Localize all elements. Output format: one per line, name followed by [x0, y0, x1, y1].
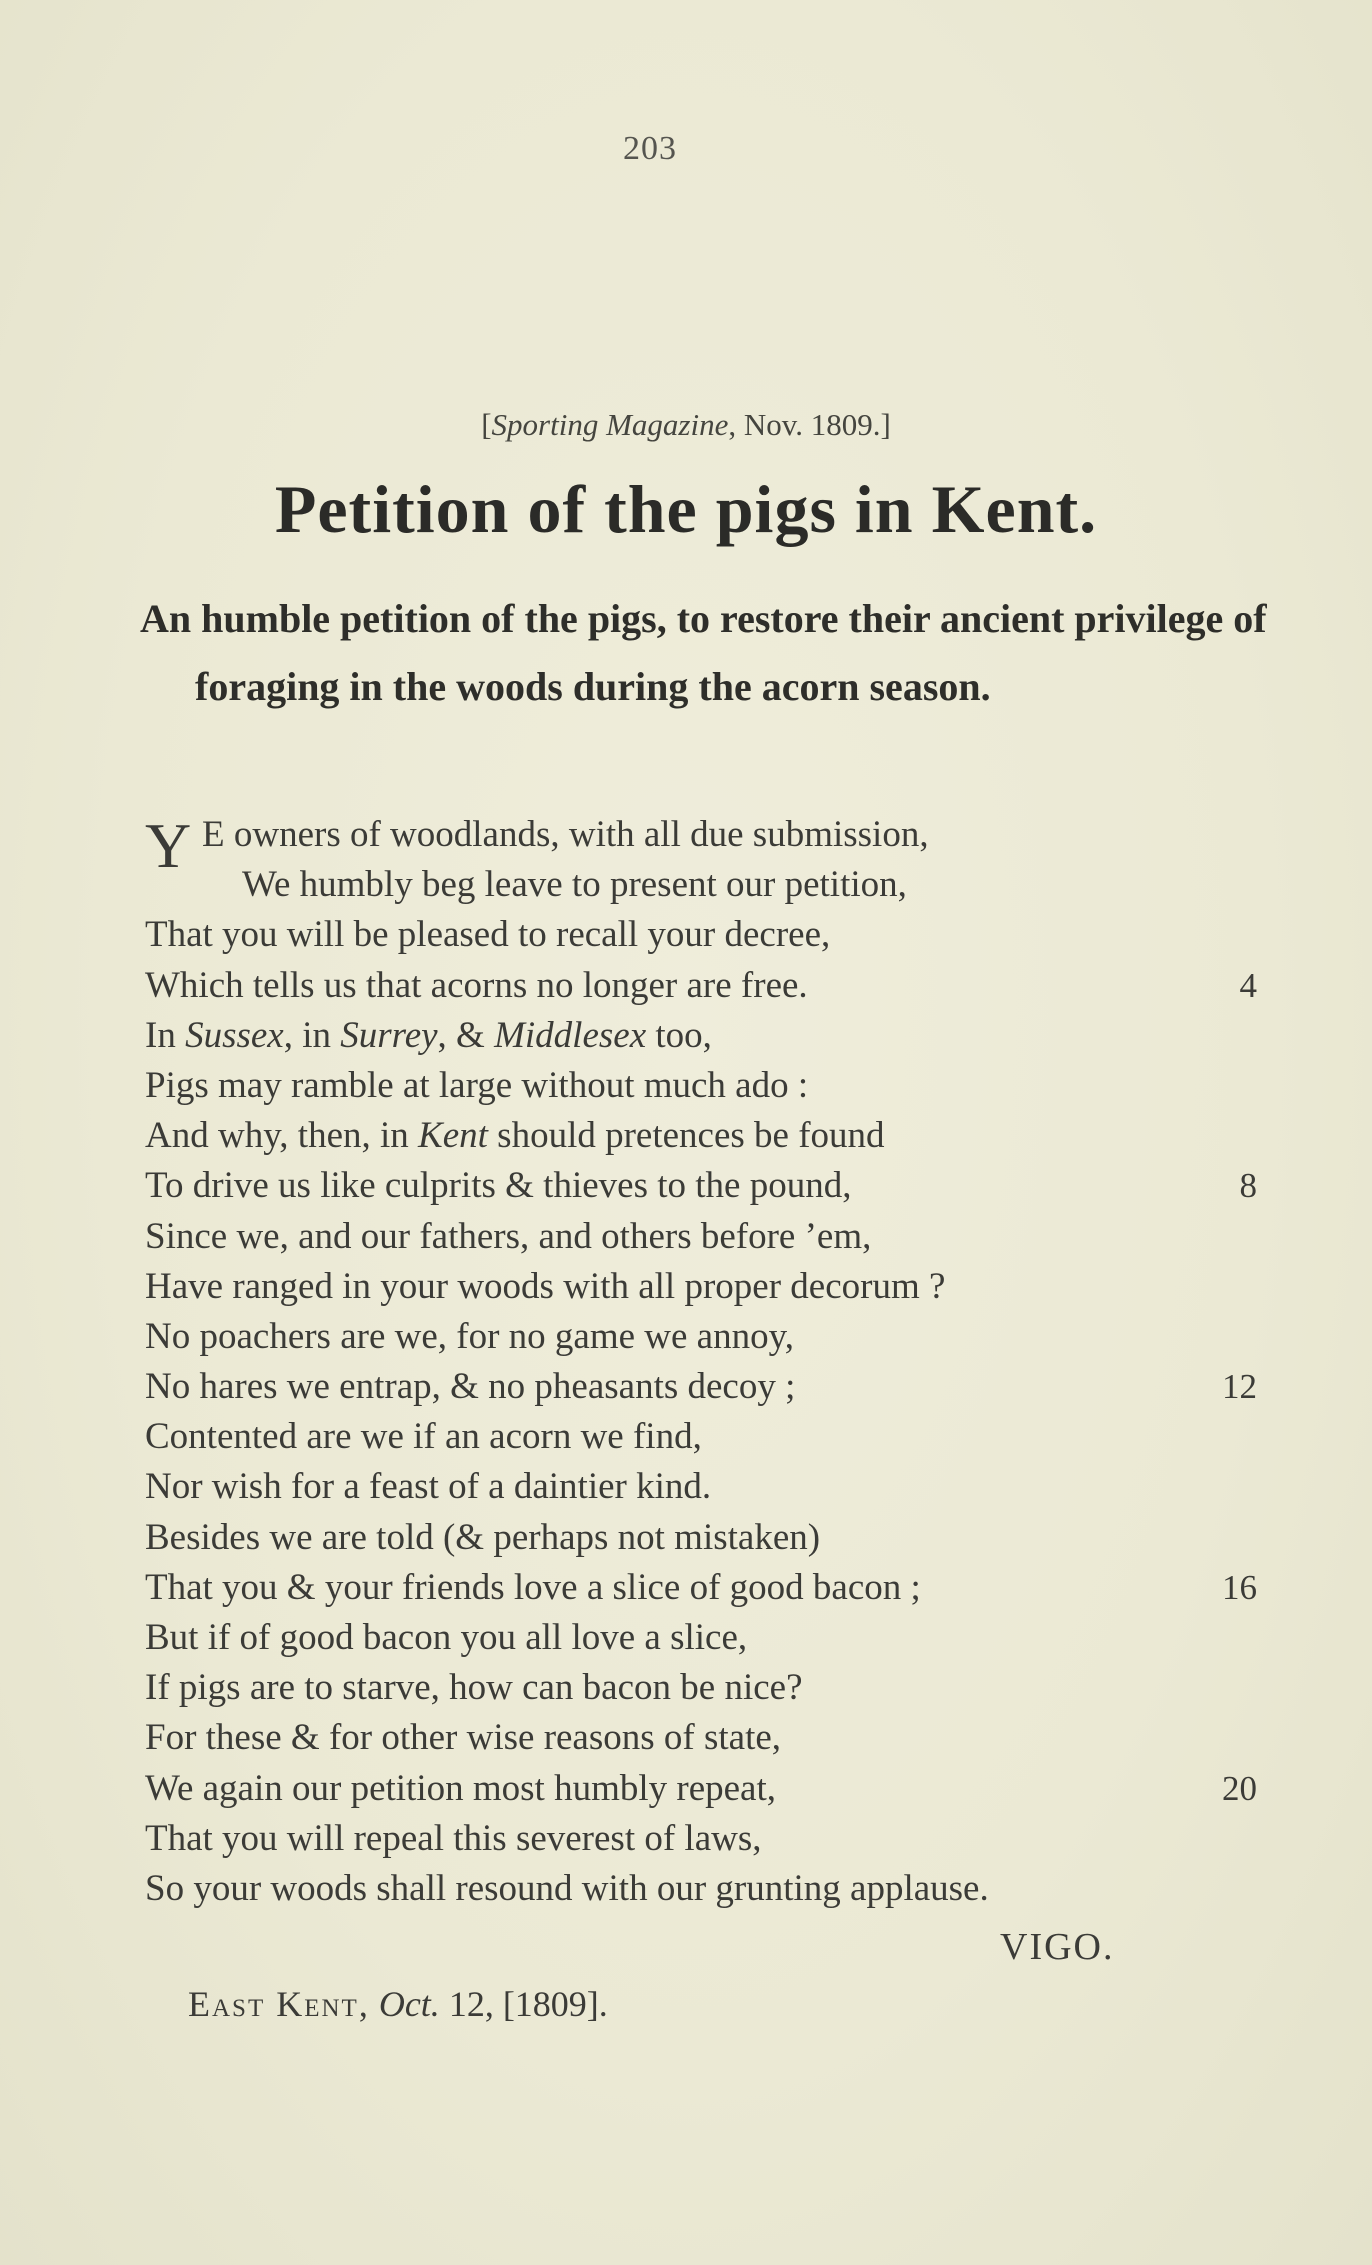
poem-line: So your woods shall resound with our grunting applause. [145, 1867, 989, 1909]
poem-line-text: That you & your friends love a slice of good bacon ; [145, 1566, 921, 1608]
poem-line-text: We again our petition most humbly repeat, [145, 1767, 777, 1809]
place-surrey: Surrey [340, 1014, 438, 1056]
line-number: 4 [1239, 965, 1257, 1005]
source-citation [0, 407, 1372, 443]
poem-line [145, 1362, 1257, 1412]
poem-line: We humbly beg leave to present our petition, [242, 864, 907, 906]
poem-subtitle: An humble petition of the pigs, to restore their ancient privilege of foraging in the woods during the acorn season. [140, 596, 1267, 709]
line-number: 8 [1239, 1166, 1257, 1206]
poem-line-text: E owners of woodlands, with all due submission, [202, 814, 929, 855]
poem-line [145, 1111, 1235, 1161]
poem-line-text: too, [646, 1014, 712, 1056]
poem-line: Contented are we if an acorn we find, [145, 1416, 702, 1458]
poem-line [145, 1011, 1235, 1061]
poem-line-text: No hares we entrap, & no pheasants decoy ; [145, 1366, 796, 1408]
poem-line [145, 1563, 1257, 1613]
poem-line: But if of good bacon you all love a slice, [145, 1617, 748, 1658]
source-magazine: Sporting Magazine [491, 407, 729, 442]
dateline-month: Oct. [378, 1984, 440, 2024]
poem-line-text: And why, then, in [145, 1115, 419, 1157]
line-number: 20 [1222, 1768, 1257, 1808]
source-open-bracket: [ [481, 407, 492, 442]
poem-line: No poachers are we, for no game we annoy, [145, 1315, 794, 1357]
poem-line [145, 961, 1257, 1011]
poem-line: That you will repeal this severest of laws, [145, 1817, 762, 1859]
poem-body [145, 810, 1257, 1914]
poem-line: Pigs may ramble at large without much ado : [145, 1064, 809, 1106]
poem-line: Since we, and our fathers, and others before ’em, [145, 1215, 872, 1257]
line-number: 12 [1222, 1367, 1257, 1407]
dateline [188, 1983, 608, 2025]
poem-line-text: , in [283, 1014, 341, 1056]
poem-line-text: Which tells us that acorns no longer are free. [145, 964, 808, 1006]
poem-line: Nor wish for a feast of a daintier kind. [145, 1466, 712, 1508]
poem-line-text: should pretences be found [487, 1115, 885, 1157]
signature: VIGO. [1000, 1926, 1115, 1968]
dateline-date: 12, [1809]. [448, 1984, 608, 2024]
drop-cap: Y [145, 810, 192, 881]
poem-line-text: , & [437, 1014, 495, 1056]
dateline-place: East Kent, [188, 1984, 370, 2024]
poem-line [145, 1764, 1257, 1814]
poem-line: That you will be pleased to recall your decree, [145, 914, 831, 956]
source-date: , Nov. 1809.] [728, 407, 891, 442]
poem-line: Have ranged in your woods with all proper decorum ? [145, 1265, 946, 1307]
poem-line: Besides we are told (& perhaps not mistaken) [145, 1516, 821, 1558]
poem-line-text: In [145, 1014, 186, 1056]
place-sussex: Sussex [185, 1014, 284, 1056]
line-number: 16 [1222, 1567, 1257, 1607]
poem-line: If pigs are to starve, how can bacon be nice? [145, 1667, 803, 1709]
place-middlesex: Middlesex [494, 1014, 647, 1056]
poem-line [145, 1161, 1257, 1211]
page-number: 203 [623, 130, 677, 167]
poem-line [145, 810, 1235, 881]
poem-title: Petition of the pigs in Kent. [274, 471, 1098, 547]
place-kent: Kent [418, 1115, 488, 1157]
poem-line-text: To drive us like culprits & thieves to the pound, [145, 1165, 852, 1207]
poem-line: For these & for other wise reasons of state, [145, 1717, 782, 1759]
